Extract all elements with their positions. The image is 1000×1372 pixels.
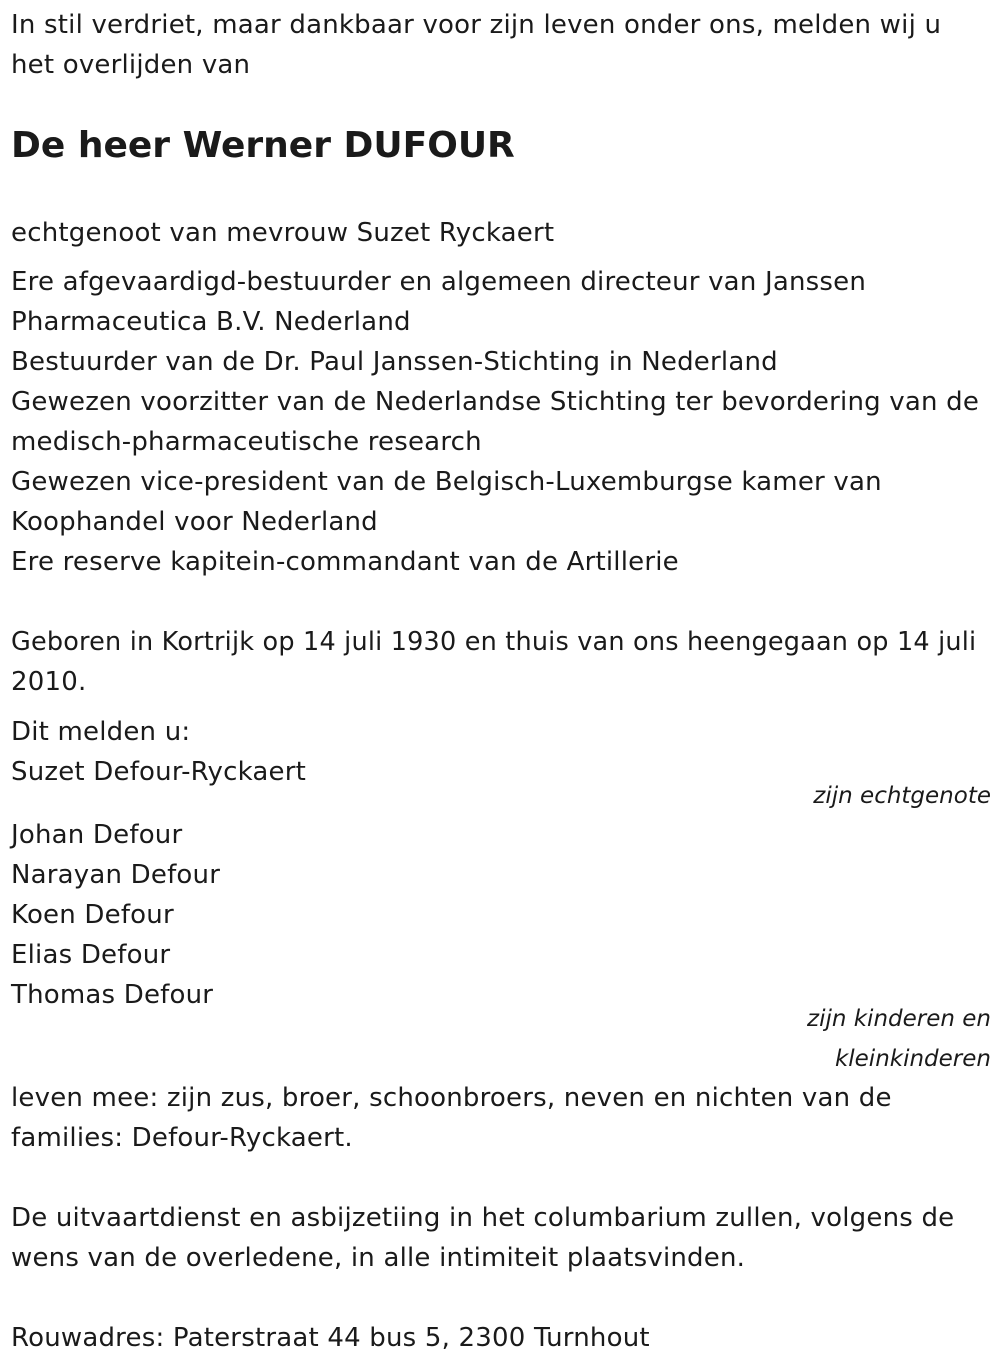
child-name: Narayan Defour [11, 860, 221, 890]
title-line: Pharmaceutica B.V. Nederland [11, 307, 411, 337]
title-line: Bestuurder van de Dr. Paul Janssen-Stichting in Nederland [11, 347, 778, 377]
spouse-name: Suzet Defour-Ryckaert [11, 757, 306, 787]
title-line: Gewezen voorzitter van de Nederlandse Stichting ter bevordering van de [11, 387, 980, 417]
funeral-line-1: De uitvaartdienst en asbijzetiing in het columbarium zullen, volgens de [11, 1203, 955, 1233]
children-role-line-1: zijn kinderen en [807, 1006, 991, 1032]
title-line: Koophandel voor Nederland [11, 507, 378, 537]
mourning-address: Rouwadres: Paterstraat 44 bus 5, 2300 Turnhout [11, 1323, 650, 1353]
child-name: Elias Defour [11, 940, 171, 970]
title-line: Ere reserve kapitein-commandant van de Artillerie [11, 547, 679, 577]
spouse-role: zijn echtgenote [813, 783, 991, 809]
announcers-intro: Dit melden u: [11, 717, 191, 747]
family-line-1: leven mee: zijn zus, broer, schoonbroers, neven en nichten van de [11, 1083, 892, 1113]
funeral-line-2: wens van de overledene, in alle intimiteit plaatsvinden. [11, 1243, 746, 1273]
intro-line-1: In stil verdriet, maar dankbaar voor zijn leven onder ons, melden wij u [11, 10, 942, 40]
child-name: Koen Defour [11, 900, 174, 930]
family-line-2: families: Defour-Ryckaert. [11, 1123, 353, 1153]
intro-line-2: het overlijden van [11, 50, 251, 80]
child-name: Thomas Defour [11, 980, 214, 1010]
title-line: medisch-pharmaceutische research [11, 427, 482, 457]
children-role-line-2: kleinkinderen [834, 1046, 991, 1072]
birth-death-line-1: Geboren in Kortrijk op 14 juli 1930 en thuis van ons heengegaan op 14 juli [11, 627, 977, 657]
deceased-name: De heer Werner DUFOUR [11, 125, 515, 166]
title-line: Ere afgevaardigd-bestuurder en algemeen directeur van Janssen [11, 267, 867, 297]
title-line: Gewezen vice-president van de Belgisch-Luxemburgse kamer van [11, 467, 882, 497]
child-name: Johan Defour [11, 820, 183, 850]
spouse-line: echtgenoot van mevrouw Suzet Ryckaert [11, 218, 555, 248]
birth-death-line-2: 2010. [11, 667, 87, 697]
